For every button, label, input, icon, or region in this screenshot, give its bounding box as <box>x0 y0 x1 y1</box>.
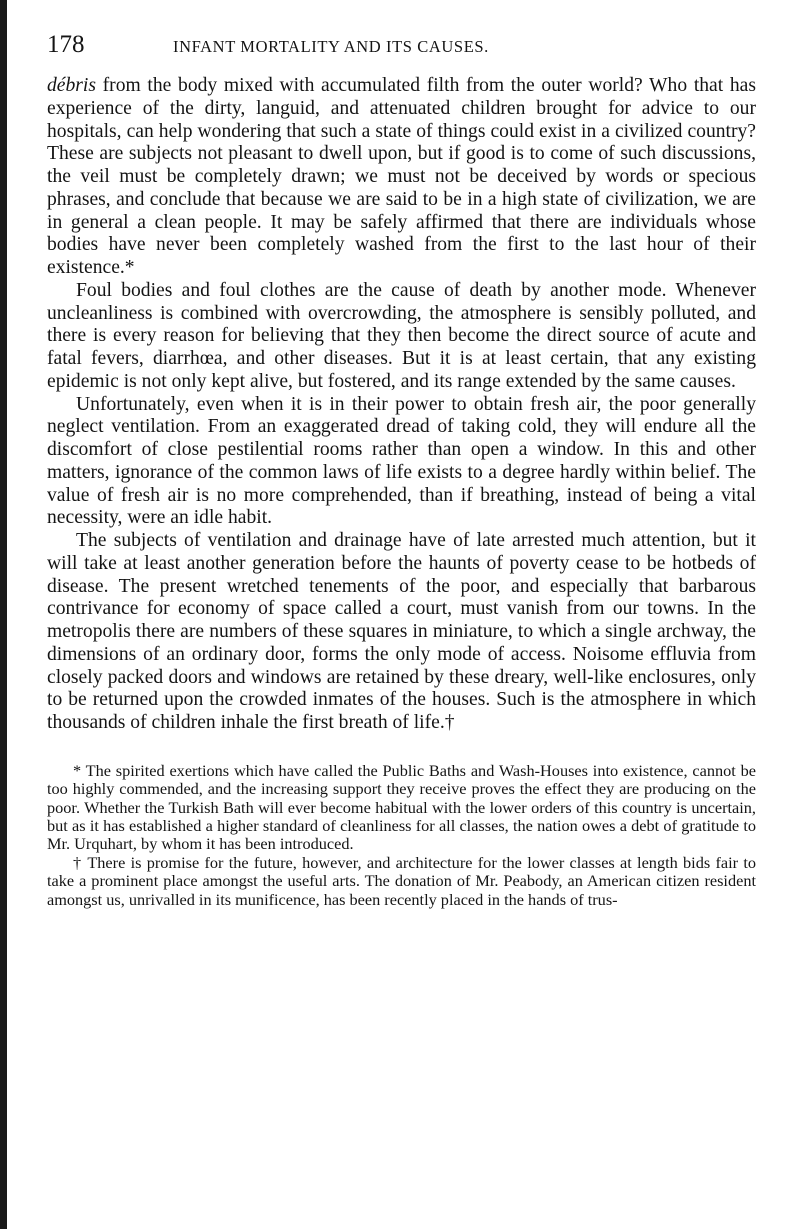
paragraph-4: The subjects of ventilation and drainage have of late arrested much attention, but it will take at least another generation before the haunts of poverty cease to be hotbeds of disease. The present wretched tenements of the poor, and especially that barbarous contrivance for economy of space called a court, must vanish from our towns. In the metropolis there are numbers of these squares in miniature, to which a single archway, the dimensions of an ordinary door, forms the only mode of access. Noisome effluvia from closely packed doors and windows are retained by these dreary, well-like enclosures, only to be returned upon the crowded inmates of the houses. Such is the atmosphere in which thousands of children inhale the first breath of life.† <box>47 530 756 733</box>
footnote-1: * The spirited exertions which have called the Public Baths and Wash-Houses into existence, cannot be too highly commended, and the increasing support they receive proves the effect they are producing on the poor. Whether the Turkish Bath will ever become habitual with the lower orders of this country is uncertain, but as it has established a higher standard of cleanliness for all classes, the nation owes a debt of gratitude to Mr. Urquhart, by whom it has been introduced. <box>47 760 756 854</box>
paragraph-3: Unfortunately, even when it is in their power to obtain fresh air, the poor generally neglect ventilation. From an exaggerated dread of taking cold, they will endure all the discomfort of close pestilential rooms rather than open a window. In this and other matters, ignorance of the common laws of life exists to a degree hardly within belief. The value of fresh air is no more comprehended, than if breathing, instead of being a vital necessity, were an idle habit. <box>47 393 756 529</box>
binding-edge <box>0 0 7 1229</box>
paragraph-2: Foul bodies and foul clothes are the cause of death by another mode. Whenever uncleanliness is combined with overcrowding, the atmosphere is sensibly polluted, and there is every reason for believing that they then become the direct source of acute and fatal fevers, diarrhœa, and other diseases. But it is at least certain, that any existing epidemic is not only kept alive, but fostered, and its range extended by the same causes. <box>47 279 756 392</box>
page-header <box>47 30 756 64</box>
book-page <box>47 30 756 909</box>
italic-word: débris <box>47 75 96 96</box>
paragraph-1 <box>47 75 756 280</box>
running-title: INFANT MORTALITY AND ITS CAUSES. <box>173 37 489 56</box>
footnotes <box>47 762 756 909</box>
footnote-2: † There is promise for the future, however, and architecture for the lower classes at length bids fair to take a prominent place amongst the useful arts. The donation of Mr. Peabody, an American citizen resident amongst us, unrivalled in its munificence, has been recently placed in the hands of trus- <box>47 852 756 909</box>
page-number: 178 <box>47 31 85 58</box>
main-text <box>47 75 756 735</box>
paragraph-1-text: from the body mixed with accumulated filth from the outer world? Who that has experience of the dirty, languid, and attenuated children brought for advice to our hospitals, can help wondering that such a state of things could exist in a civilized country? These are subjects not pleasant to dwell upon, but if good is to come of such discussions, the veil must be completely drawn; we must not be deceived by words or specious phrases, and conclude that because we are said to be in a high state of civilization, we are in general a clean people. It may be safely affirmed that there are individuals whose bodies have never been completely washed from the first to the last hour of their existence.* <box>47 75 756 278</box>
